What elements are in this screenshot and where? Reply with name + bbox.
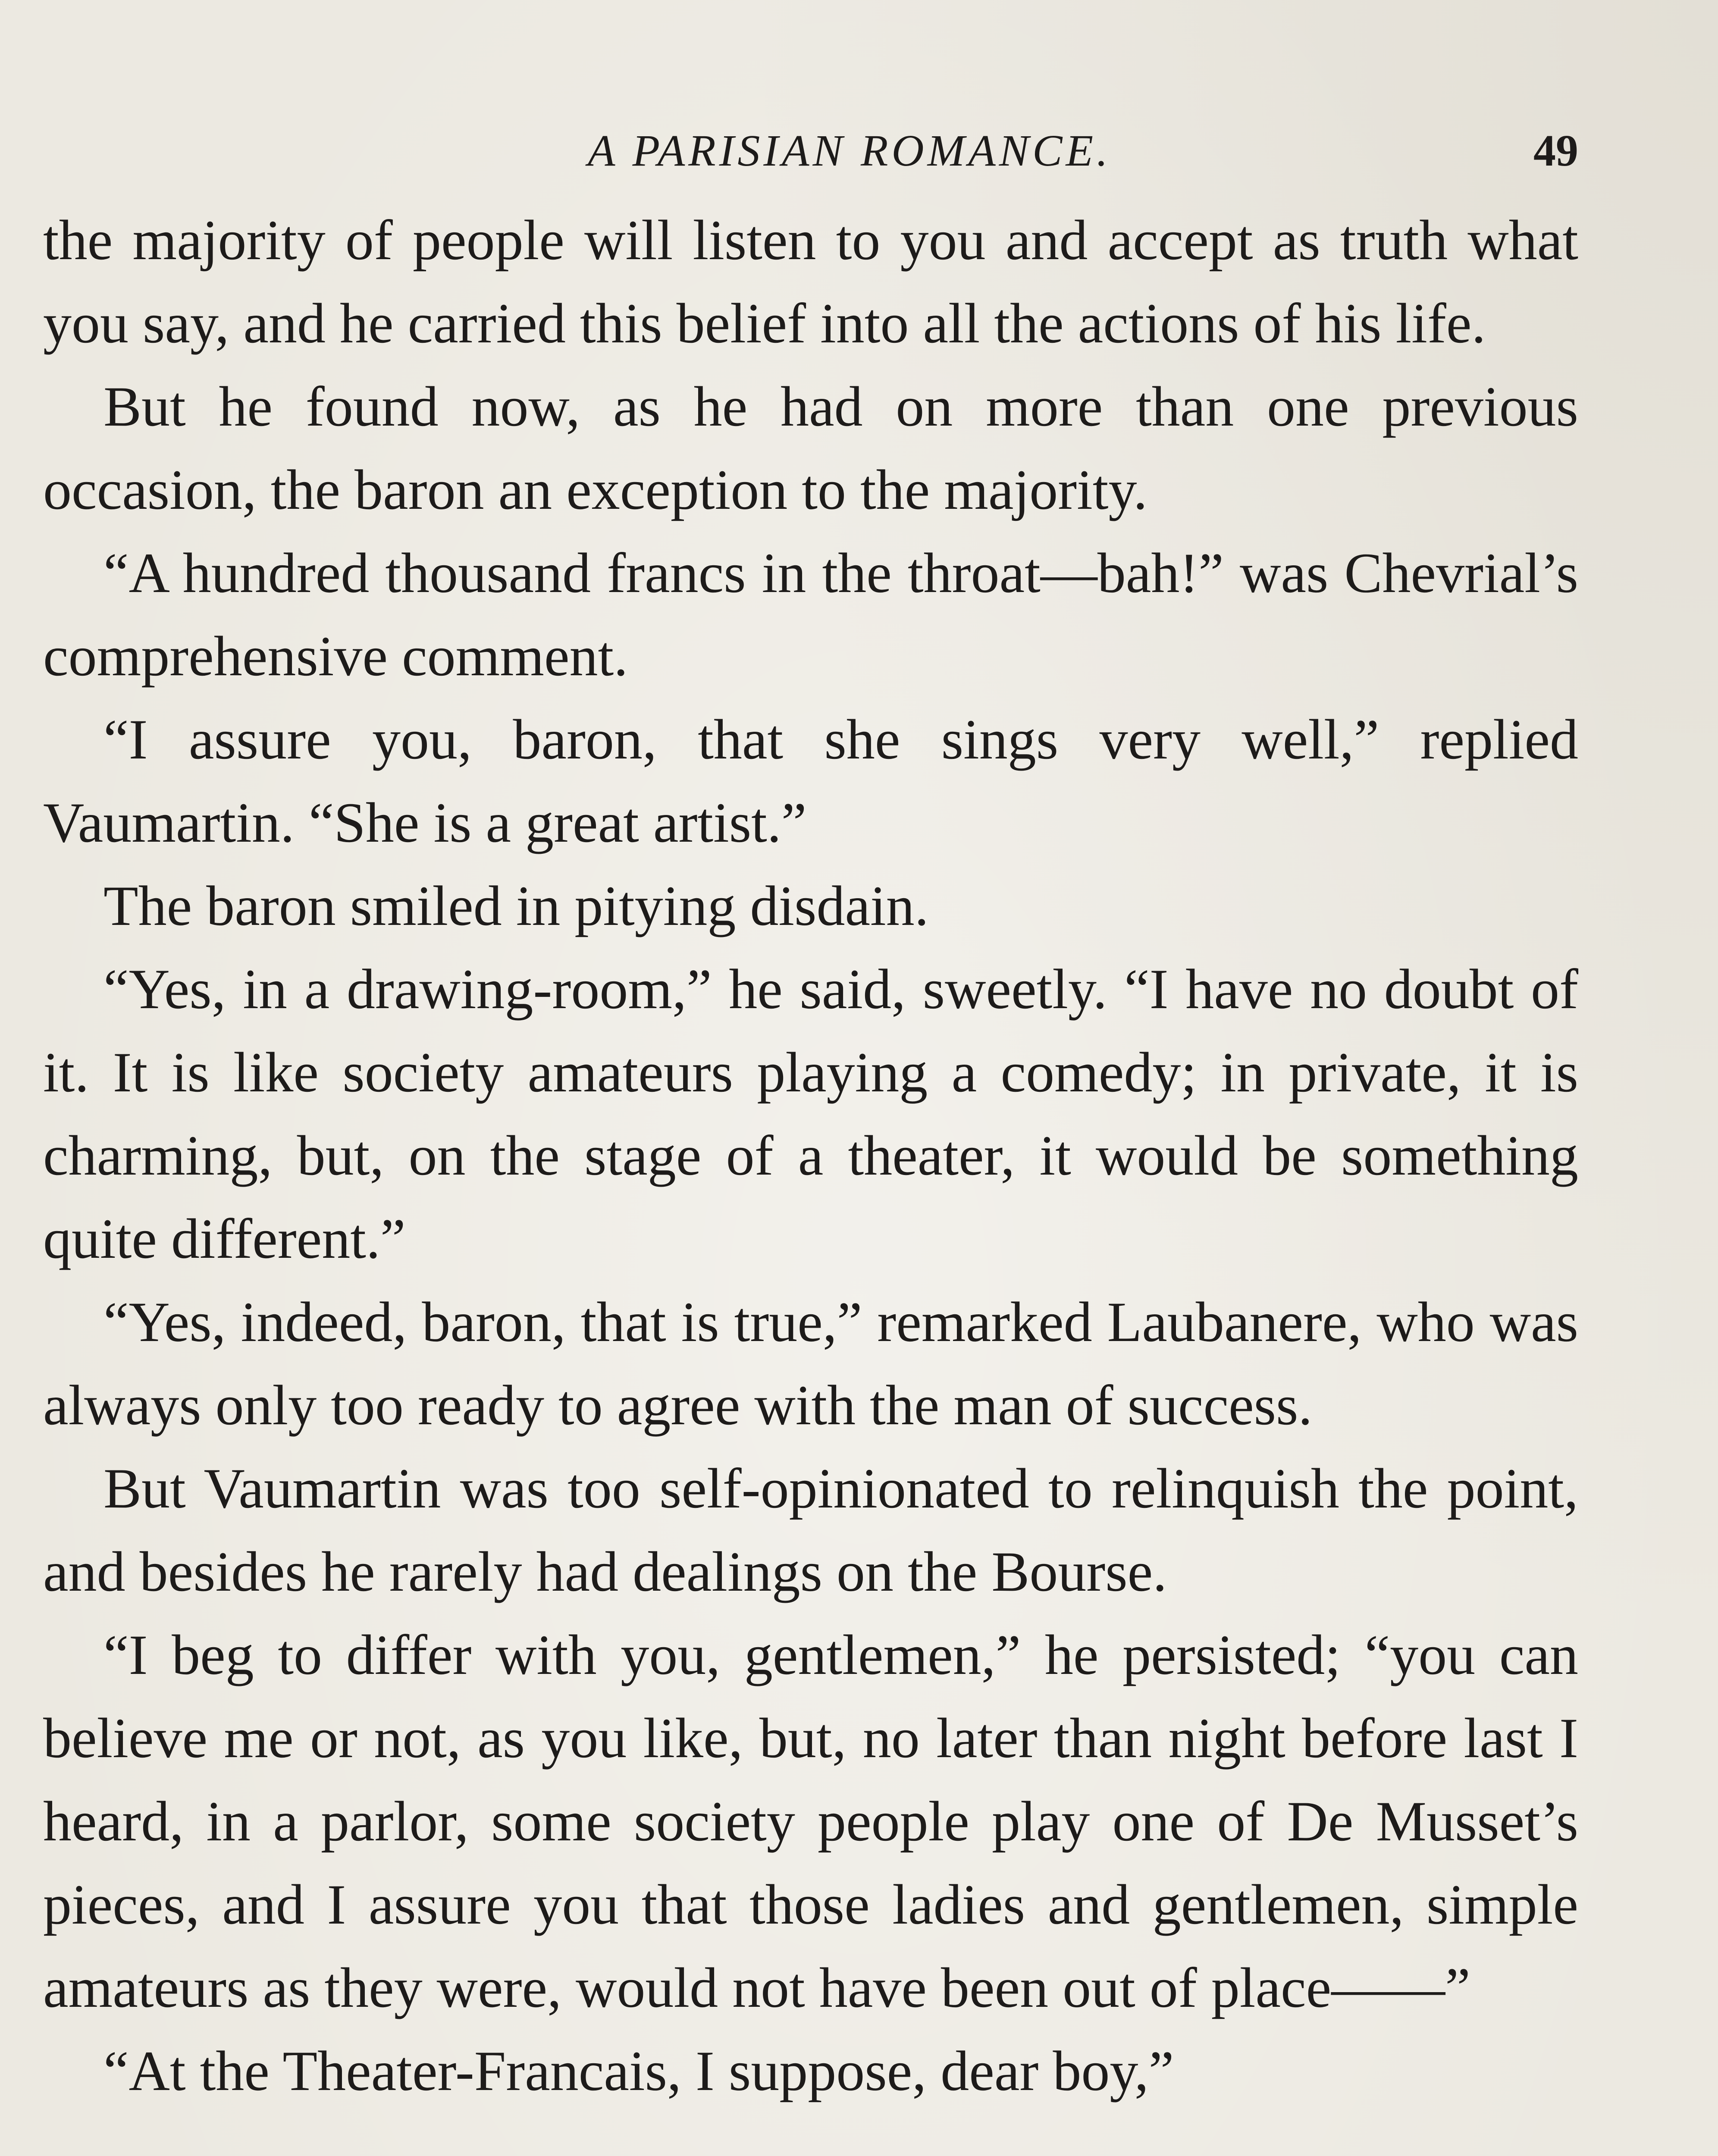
running-header <box>43 125 1578 198</box>
page-content <box>43 125 1578 2112</box>
paragraph: “Yes, in a drawing-room,” he said, sweetly. “I have no doubt of it. It is like society amateurs playing a comedy; in private, it is charming, but, on the stage of a theater, it would be something quite different.” <box>43 957 1578 1270</box>
running-title: A PARISIAN ROMANCE. <box>587 126 1112 175</box>
paragraph: “Yes, indeed, baron, that is true,” remarked Laubanere, who was always only too ready to agree with the man of success. <box>43 1290 1578 1437</box>
paragraph: “A hundred thousand francs in the throat—bah!” was Chevrial’s comprehensive comment. <box>43 541 1578 688</box>
paragraph-continuation: the majority of people will listen to you and accept as truth what you say, and he carried this belief into all the actions of his life. <box>43 208 1578 355</box>
paragraph: But he found now, as he had on more than one previous occasion, the baron an exception to the majority. <box>43 375 1578 521</box>
paragraph: But Vaumartin was too self-opinionated to relinquish the point, and besides he rarely had dealings on the Bourse. <box>43 1457 1578 1603</box>
paragraph-final-line: “At the Theater-Francais, I suppose, dear boy,” <box>103 2039 1174 2103</box>
paragraph: “I beg to differ with you, gentlemen,” he persisted; “you can believe me or not, as you like, but, no later than night before last I heard, in a parlor, some society people play one of De Musset’s pieces, and I assure you that those ladies and gentlemen, simple amateurs as they were, would not have been out of place——” <box>43 1623 1578 2019</box>
paragraph: The baron smiled in pitying disdain. <box>103 874 929 937</box>
paragraph: “I assure you, baron, that she sings very well,” replied Vaumartin. “She is a great artist.” <box>43 708 1578 854</box>
page-number: 49 <box>1533 126 1578 175</box>
body-text <box>43 198 1578 2112</box>
